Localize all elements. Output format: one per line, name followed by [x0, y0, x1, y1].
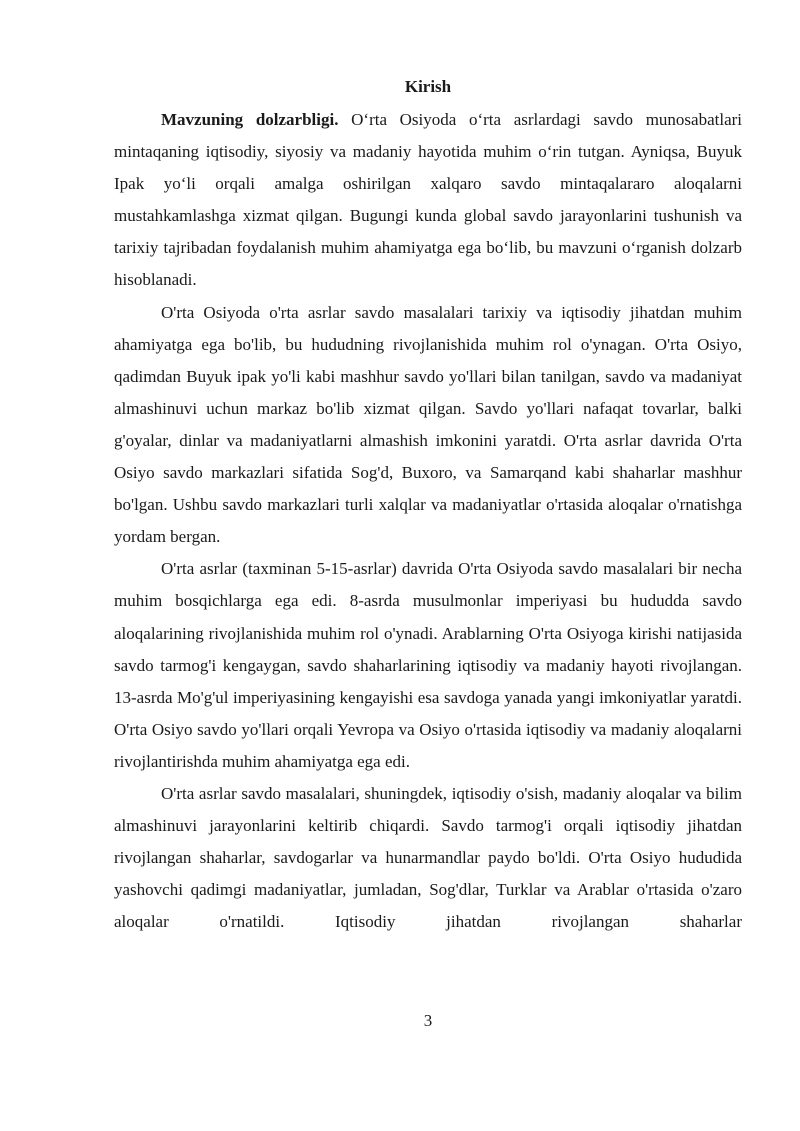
page-number: 3 — [423, 1011, 433, 1030]
paragraph-text: O‘rta Osiyoda o‘rta asrlardagi savdo munosabatlari mintaqaning iqtisodiy, siyosiy va madaniy hayotida muhim o‘rin tutgan. Ayniqsa, Buyuk Ipak yo‘li orqali amalga oshirilgan xalqaro savdo mintaqalararo aloqalarni mustahkamlashga xizmat qilgan. Bugungi kunda global savdo jarayonlarini tushunish va tarixiy tajribadan foydalanish muhim ahamiyatga ega bo‘lib, bu mavzuni o‘rganish dolzarb hisoblanadi. — [114, 110, 743, 290]
paragraph-lead: Mavzuning dolzarbligi. — [161, 110, 339, 129]
paragraph-medieval-stages: O'rta asrlar (taxminan 5-15-asrlar) davrida O'rta Osiyoda savdo masalalari bir necha muhim bosqichlarga ega edi. 8-asrda musulmonlar imperiyasi bu hududda savdo aloqalarining rivojlanishida muhim rol o'ynadi. Arablarning O'rta Osiyoga kirishi natijasida savdo tarmog'i kengaygan, savdo shaharlarining iqtisodiy va madaniy hayoti rivojlangan. 13-asrda Mo'g'ul imperiyasining kengayishi esa savdoga yanada yangi imkoniyatlar yaratdi. O'rta Osiyo savdo yo'llari orqali Yevropa va Osiyo o'rtasida iqtisodiy va madaniy aloqalarni rivojlantirishda muhim ahamiyatga ega edi. — [114, 559, 742, 771]
page-title: Kirish — [404, 77, 452, 96]
paragraph-cultural-exchange — [114, 778, 742, 938]
document-page — [114, 0, 742, 1131]
paragraph-trade-history: O'rta Osiyoda o'rta asrlar savdo masalalari tarixiy va iqtisodiy jihatdan muhim ahamiyatga ega bo'lib, bu hududning rivojlanishida muhim rol o'ynagan. O'rta Osiyo, qadimdan Buyuk ipak yo'li kabi mashhur savdo yo'llari bilan tanilgan, savdo va madaniyat almashinuvi uchun markaz bo'lib xizmat qilgan. Savdo yo'llari nafaqat tovarlar, balki g'oyalar, dinlar va madaniyatlarni almashish imkonini yaratdi. O'rta asrlar davrida O'rta Osiyo savdo markazlari sifatida Sog'd, Buxoro, va Samarqand kabi shaharlar mashhur bo'lgan. Ushbu savdo markazlari turli xalqlar va madaniyatlar o'rtasida aloqalar o'rnatishga yordam bergan. — [114, 302, 742, 547]
paragraph-text: O'rta asrlar savdo masalalari, shuningdek, iqtisodiy o'sish, madaniy aloqalar va bilim almashinuvi jarayonlarini keltirib chiqardi. Savdo tarmog'i orqali iqtisodiy jihatdan rivojlangan shaharlar, savdogarlar va hunarmandlar paydo bo'ldi. O'rta Osiyo hududida yashovchi qadimgi madaniyatlar, jumladan, Sog'dlar, Turklar va Arablar o'rtasida o'zaro aloqalar o'rnatildi. Iqtisodiy jihatdan rivojlangan shaharlar — [114, 783, 742, 932]
body-text — [114, 104, 742, 938]
paragraph-relevance — [114, 104, 742, 297]
